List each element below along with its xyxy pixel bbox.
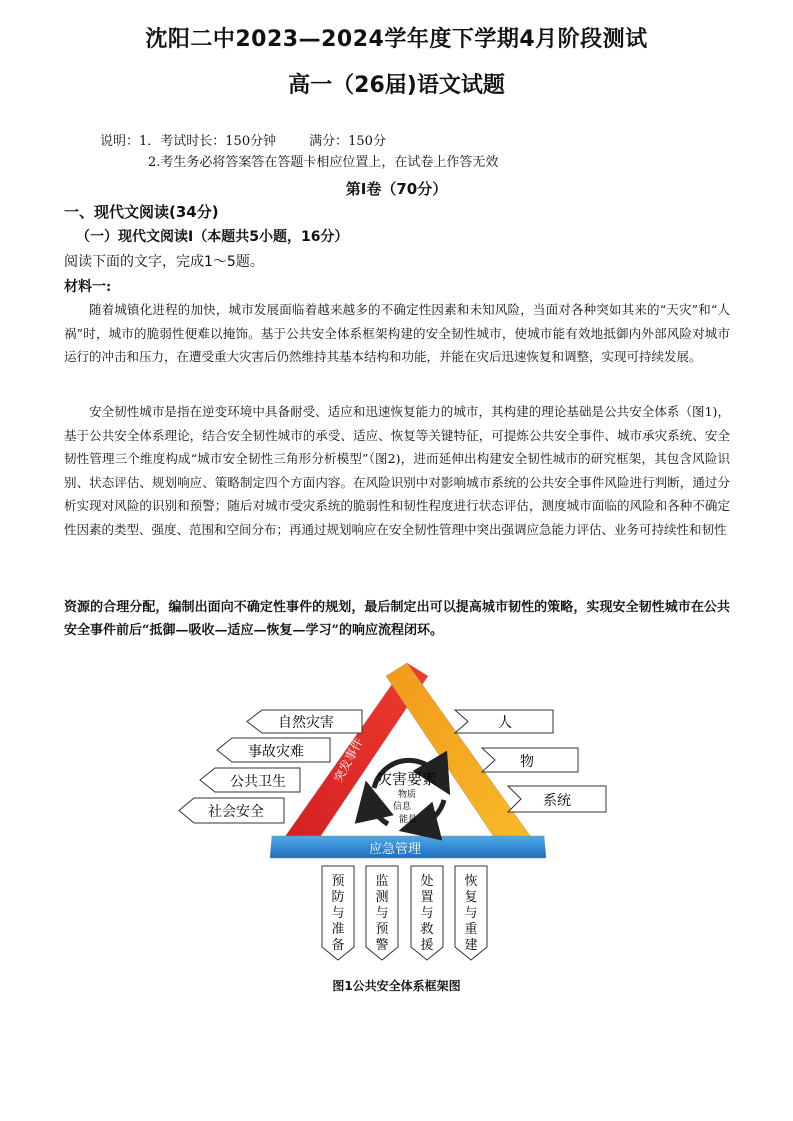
- bottom-tag-response: 处置与救援: [420, 874, 434, 953]
- left-tag-natural-disaster: 自然灾害: [278, 715, 334, 731]
- right-tag-material: 物: [520, 754, 534, 770]
- right-tag-people: 人: [498, 715, 512, 731]
- bottom-tags: [322, 866, 487, 960]
- reading-instruction: 阅读下面的文字，完成1～5题。: [64, 254, 264, 270]
- paragraph-2: 安全韧性城市是指在逆变环境中具备耐受、适应和迅速恢复能力的城市，其构建的理论基础是公共安全体系（图1)，基于公共安全体系理论，结合安全韧性城市的承受、适应、恢复等关键特征，可提炼公共安全事件、城市承灾系统、安全韧性管理三个维度构成“城市安全韧性三角形分析模型”（图2)，进而延伸出构建安全韧性城市的研究框架，其包含风险识别、状态评估、规划响应、策略制定四个方面内容。在风险识别中对影响城市系统的公共安全事件风险进行判断，通过分析实现对风险的识别和预警；随后对城市受灾系统的脆弱性和韧性程度进行状态评估，测度城市面临的风险和各种不确定性因素的类型、强度、范围和空间分布；再通过规划响应在安全韧性管理中突出强调应急能力评估、业务可持续性和韧性: [64, 404, 730, 537]
- figure-caption: 图1公共安全体系框架图: [332, 979, 461, 993]
- left-side-label: 突发事件: [331, 735, 366, 785]
- paragraph-3: 资源的合理分配，编制出面向不确定性事件的规划，最后制定出可以提高城市韧性的策略，实现安全韧性城市在公共安全事件前后“抵御—吸收—适应—恢复—学习”的响应流程闭环。: [64, 600, 730, 638]
- center-item-matter: 物质: [397, 790, 417, 800]
- paragraph-1: 随着城镇化进程的加快，城市发展面临着越来越多的不确定性因素和未知风险，当面对各种突如其来的“天灾”和“人祸”时，城市的脆弱性便难以掩饰。基于公共安全体系框架构建的安全韧性城市，使城市能有效地抵御内外部风险对城市运行的冲击和压力，在遭受重大灾害后仍然维持其基本结构和功能，并能在灾后迅速恢复和调整，实现可持续发展。: [64, 302, 730, 364]
- center-cycle: [370, 760, 444, 826]
- center-item-information: 信息: [392, 802, 412, 812]
- base-label: 应急管理: [368, 842, 422, 857]
- left-tag-social-safety: 社会安全: [208, 804, 264, 820]
- subsection-heading: （一）现代文阅读Ⅰ（本题共5小题，16分）: [76, 229, 349, 245]
- exam-title: 沈阳二中2023—2024学年度下学期4月阶段测试: [145, 27, 648, 52]
- bottom-tag-prevention: 预防与准备: [331, 874, 345, 953]
- left-tag-public-health: 公共卫生: [230, 774, 286, 790]
- left-tag-accident: 事故灾难: [248, 744, 304, 760]
- center-item-energy: 能量: [398, 815, 418, 825]
- exam-note-answer: 2.考生务必将答案答在答题卡相应位置上，在试卷上作答无效: [148, 155, 499, 170]
- volume-heading: 第Ⅰ卷（70分）: [345, 180, 448, 198]
- bottom-tag-monitoring: 监测与预警: [375, 874, 389, 953]
- exam-subtitle: 高一（26届)语文试题: [288, 73, 505, 98]
- public-safety-framework-diagram: [0, 650, 793, 970]
- center-title: 灾害要素: [376, 770, 438, 788]
- material-label: 材料一:: [64, 279, 112, 295]
- bottom-tag-recovery: 恢复与重建: [464, 874, 478, 953]
- section-heading: 一、现代文阅读(34分): [64, 203, 219, 221]
- exam-note-duration: 说明：1．考试时长：150分钟 满分：150分: [100, 134, 386, 149]
- right-tag-system: 系统: [543, 793, 571, 809]
